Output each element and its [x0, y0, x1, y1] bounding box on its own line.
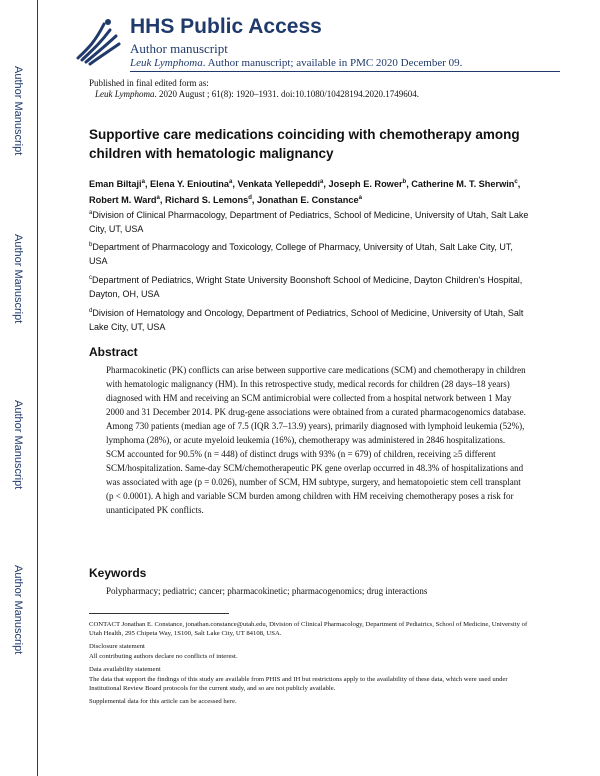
published-note: Published in final edited form as: Leuk Lymphoma. 2020 August ; 61(8): 1920–1931. doi:10.1080/10428194.2020.1749604.	[89, 78, 419, 99]
author-name: Richard S. Lemons	[165, 195, 249, 206]
affiliation-d: $^d$Division of Hematology and Oncology, Department of Pediatrics, School of Medicine, University of Utah, Salt Lake City, UT, USA	[89, 308, 524, 332]
author-name: Catherine M. T. Sherwin	[411, 179, 515, 190]
header-subtitle: Author manuscript	[130, 41, 228, 56]
author-name: Venkata Yellepeddi	[237, 179, 321, 190]
supplemental-note: Supplemental data for this article can be accessed here.	[89, 698, 237, 705]
author-name: Eman Biltaji	[89, 179, 142, 190]
author-affiliation-mark: a	[358, 195, 362, 202]
keywords-heading: Keywords	[89, 566, 147, 580]
margin-rule	[37, 0, 38, 776]
author-affiliation-mark: c	[514, 179, 518, 185]
author-name: Joseph E. Rower	[328, 179, 403, 190]
affiliation-c: $^c$Department of Pediatrics, Wright State University Boonshoft School of Medicine, Dayton Children's Hospital, Dayton, OH, USA	[89, 275, 523, 299]
header-rule	[130, 71, 560, 72]
abstract-heading: Abstract	[89, 345, 138, 359]
keywords-text: Polypharmacy; pediatric; cancer; pharmacokinetic; pharmacogenomics; drug interactions	[106, 586, 428, 596]
author-name: Jonathan E. Constance	[257, 195, 359, 206]
affiliation-a: $^a$Division of Clinical Pharmacology, Department of Pediatrics, School of Medicine, University of Utah, Salt Lake City, UT, USA	[89, 210, 529, 234]
author-affiliation-mark: a	[229, 179, 233, 185]
data-availability-text: The data that support the findings of this study are available from PHIS and IH but restrictions apply to the availability of these data, which were used under Institutional Review Board protocols for the current study, and so are not publicly available.	[89, 676, 508, 692]
article-title: Supportive care medications coinciding with chemotherapy among children with hematologic malignancy	[89, 127, 520, 161]
affiliation-b: $^b$Department of Pharmacology and Toxicology, College of Pharmacy, University of Utah, Salt Lake City, UT, USA	[89, 242, 513, 266]
author-affiliation-mark: b	[402, 179, 407, 185]
header-title: HHS Public Access	[130, 15, 322, 38]
author-affiliation-mark: d	[248, 195, 252, 202]
author-affiliation-mark: a	[320, 179, 324, 185]
author-name: Robert M. Ward	[89, 195, 157, 206]
abstract-text: Pharmacokinetic (PK) conflicts can arise between supportive care medications (SCM) and chemotherapy in children with hematologic malignancy (HM). In this retrospective study, medical records for children (28 days–18 years) diagnosed with HM and receiving an SCM antimicrobial were collected from a hospital network between 1 May 2000 and 31 December 2014. PK drug-gene associations were obtained from a curated pharmacogenomics database. Among 730 patients (median age of 7.5 (IQR 3.7–13.9) years), primarily diagnosed with lymphoid leukemia (52%), lymphoma (28%), or acute myeloid leukemia (16%), chemotherapy was administered in 2846 hospitalizations. SCM accounted for 90.5% (n = 448) of distinct drugs with 93% (n = 679) of children, receiving ≥5 different SCM/hospitalization. Same-day SCM/chemotherapeutic PK gene overlap occurred in 48.3% of hospitalizations and was associated with age (p = 0.026), number of SCM, HM subtype, surgery, and hematopoietic stem cell transplant (p < 0.0001). A high and variable SCM burden among children with HM receiving chemotherapy poses a risk for unanticipated PK conflicts.	[106, 365, 526, 515]
header-citation: Leuk Lymphoma. Author manuscript; available in PMC 2020 December 09.	[130, 57, 463, 69]
footnote-rule	[89, 613, 229, 614]
author-list: Eman Biltaji$^a$, Elena Y. Enioutina$^a$, Venkata Yellepeddi$^a$, Joseph E. Rower$^b$, Catherine M. T. Sherwin$^c$, Robert M. Ward$^a$, Richard S. Lemons$^d$, Jonathan E. Constance$^a$	[89, 179, 521, 206]
disclosure-text: All contributing authors declare no conflicts of interest.	[89, 653, 238, 660]
data-availability-heading: Data availability statement	[89, 666, 161, 673]
author-affiliation-mark: a	[141, 179, 145, 185]
author-name: Elena Y. Enioutina	[150, 179, 230, 190]
disclosure-heading: Disclosure statement	[89, 643, 145, 650]
author-affiliation-mark: a	[156, 195, 160, 202]
contact-footnote: CONTACT Jonathan E. Constance, jonathan.constance@utah.edu, Division of Clinical Pharmacology, Department of Pediatrics, School of Medicine, University of Utah Health, 295 Chipeta Way, 1S100, Salt Lake City, UT 84108, USA.	[89, 621, 528, 637]
hhs-eagle-logo-icon	[72, 14, 122, 66]
